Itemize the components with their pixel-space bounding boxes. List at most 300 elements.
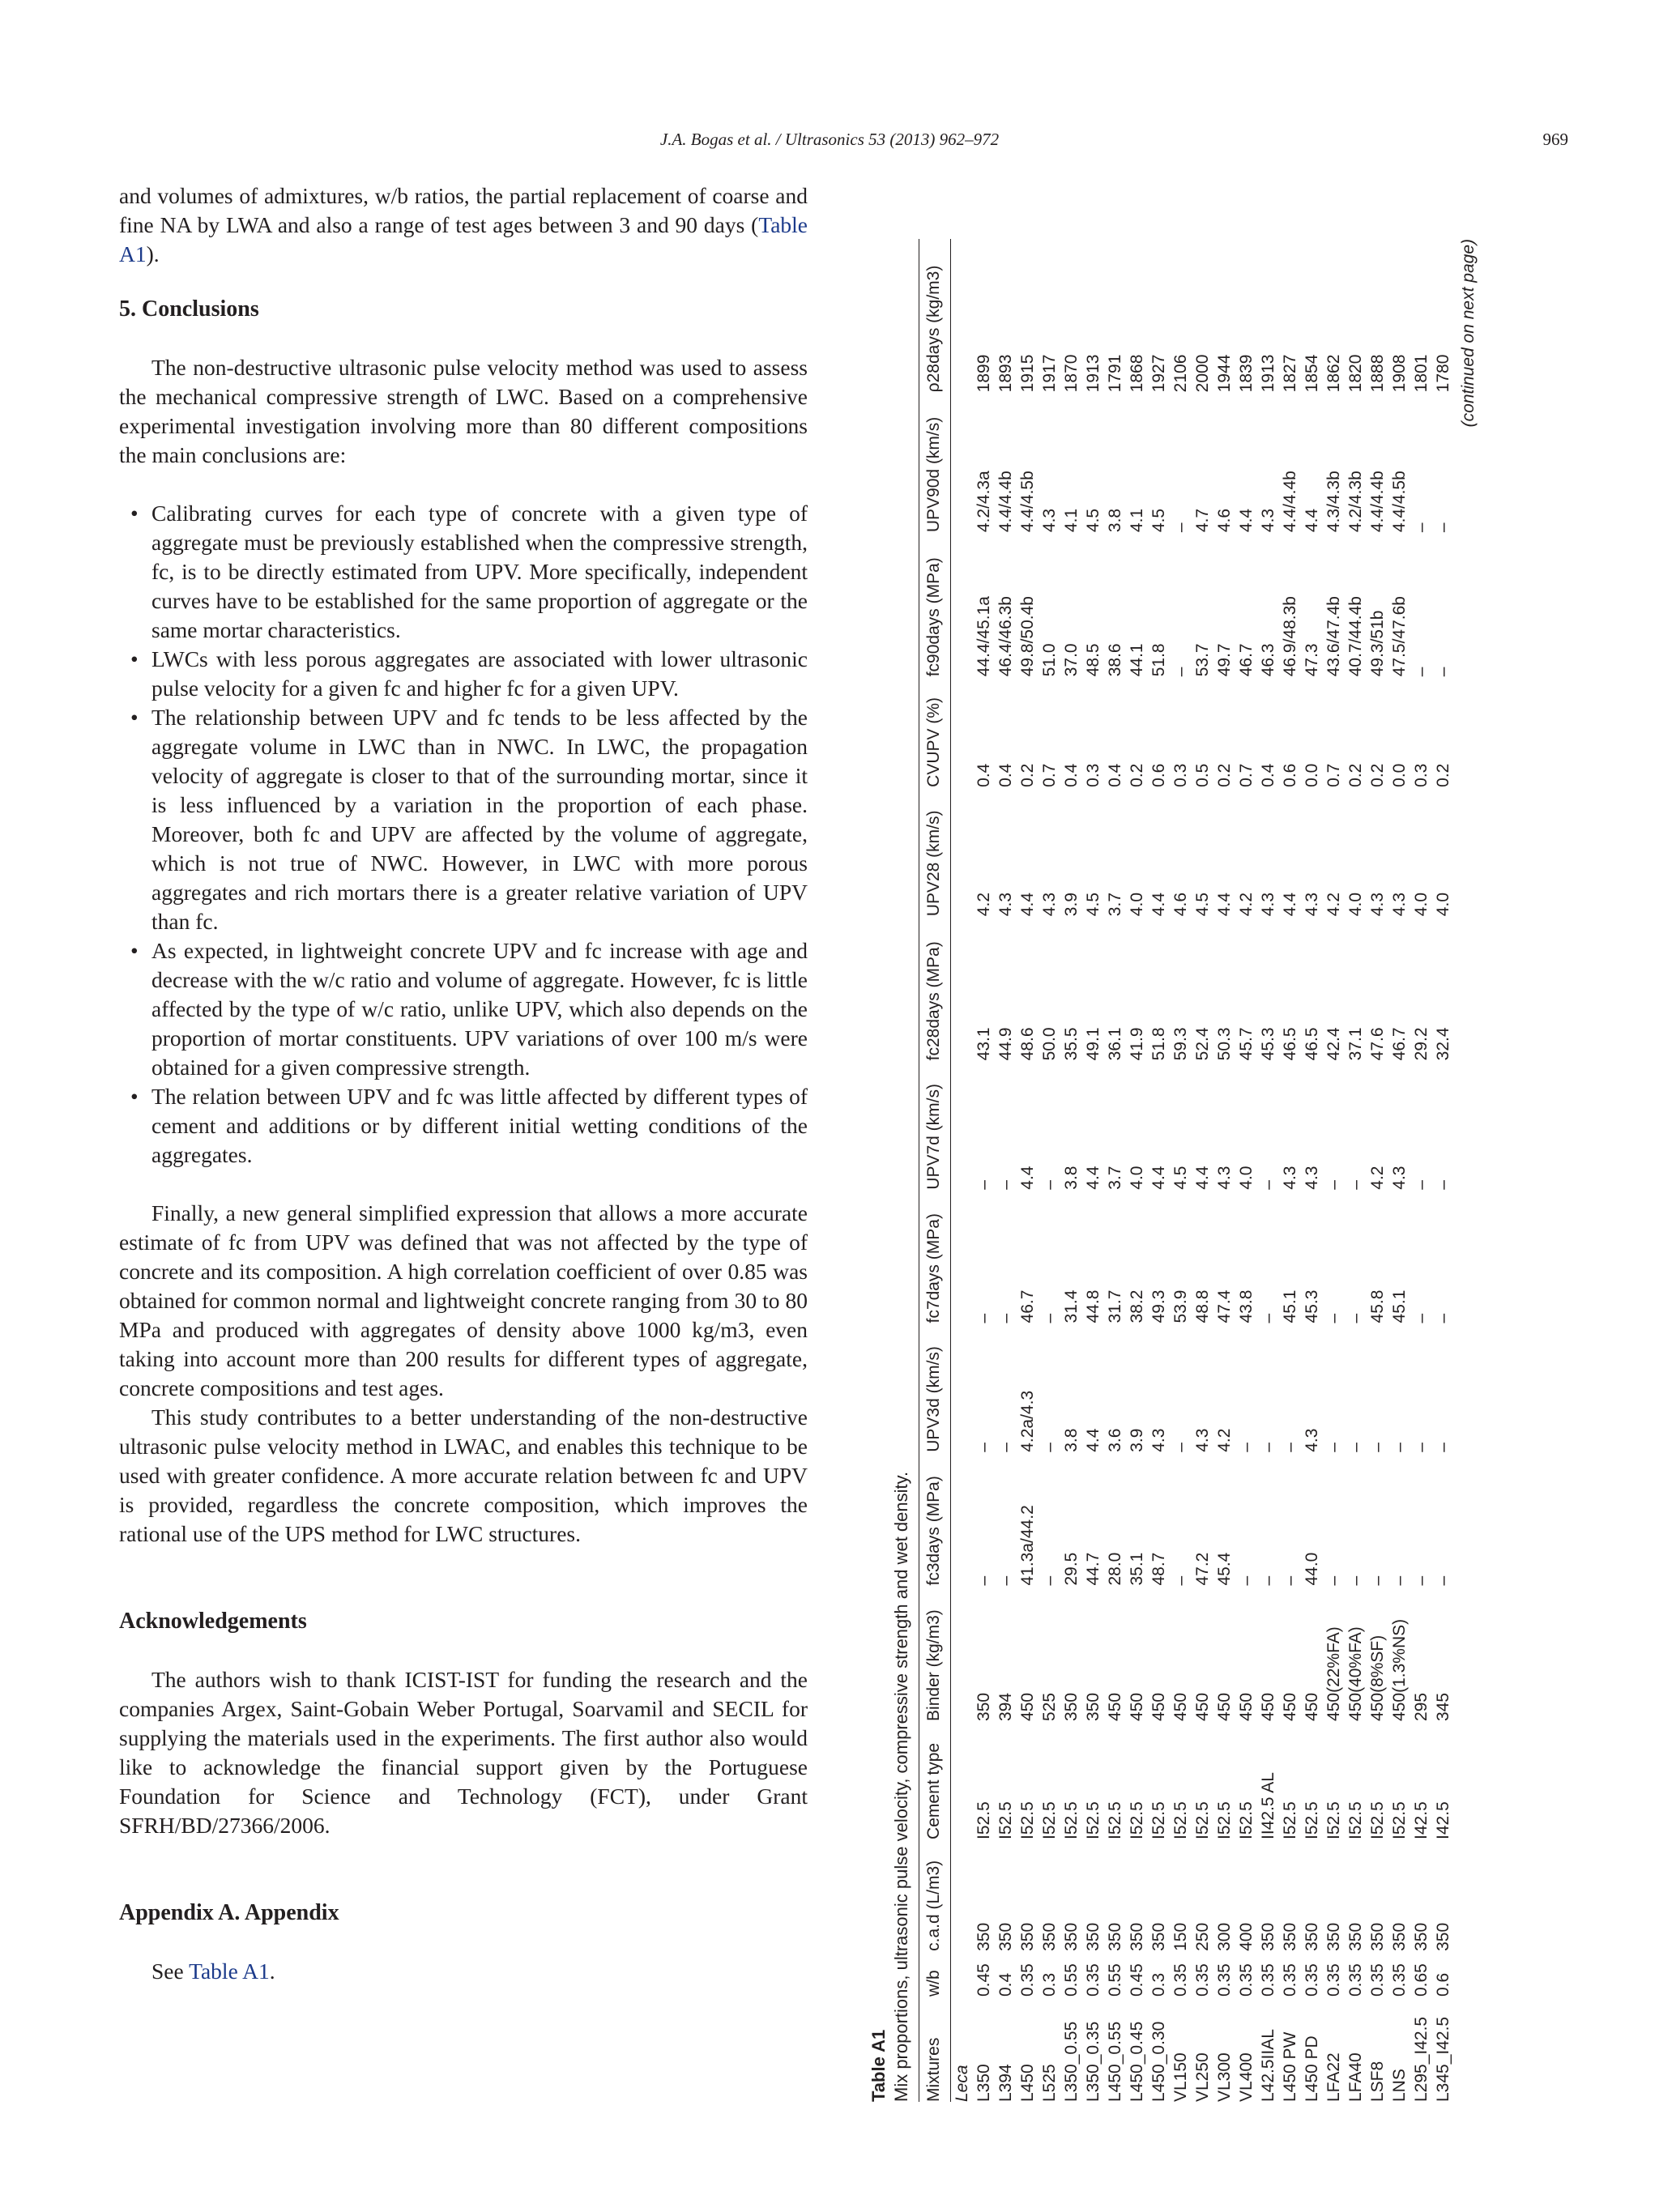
table-cell: 0.2 (1214, 763, 1234, 787)
table-cell: 450 (1017, 1692, 1037, 1721)
table-cell: 1917 (1039, 354, 1059, 393)
table-cell: – (1280, 1575, 1299, 1586)
table-title: Table A1 (868, 2029, 889, 2102)
table-cell: 1827 (1280, 354, 1299, 393)
table-cell: 350 (974, 1692, 993, 1721)
table-cell: – (1258, 1575, 1277, 1586)
table-cell: L450_0.45 (1127, 2021, 1146, 2102)
table-cell: 0.6 (1280, 763, 1299, 787)
col-wb: w/b (919, 1951, 951, 1997)
table-cell: 0.35 (1083, 1963, 1102, 1997)
table-cell: 43.8 (1236, 1289, 1256, 1323)
table-cell: 50.0 (1039, 1027, 1059, 1061)
table-cell: 4.6 (1214, 508, 1234, 533)
table-cell: 29.5 (1061, 1552, 1081, 1586)
appendix-see (119, 1957, 808, 1986)
table-cell: 4.4/4.4b (996, 471, 1015, 533)
table-cell: 4.3 (996, 892, 1015, 917)
table-cell: 47.2 (1192, 1552, 1212, 1586)
table-cell: L450_0.30 (1149, 2021, 1168, 2102)
table-cell: 0.3 (1411, 763, 1431, 787)
table-cell: – (1389, 1575, 1409, 1586)
table-cell: 3.8 (1061, 1428, 1081, 1452)
table-cell: 0.35 (1280, 1963, 1299, 1997)
table-cell: 46.7 (1236, 643, 1256, 677)
table-cell: 4.3 (1389, 1166, 1409, 1190)
table-row (1235, 239, 1257, 2102)
table-cell: 53.9 (1171, 1289, 1190, 1323)
table-cell: 450 (1171, 1692, 1190, 1721)
table-cell: I52.5 (1192, 1801, 1212, 1839)
table-cell: 45.3 (1302, 1289, 1321, 1323)
conclusions-heading: 5. Conclusions (119, 296, 259, 322)
list-item: • As expected, in lightweight concrete UPV and fc increase with age and decrease with the w/c ratio and volume of aggregate. However, fc is little affected by the type of w/c ratio, unlike UPV, which also depends on the proportion of mortar constituents. UPV variations of over 100 m/s were obtained for a given compressive strength. (151, 936, 808, 1082)
table-cell: 4.3 (1302, 1166, 1321, 1190)
table-cell: 47.4 (1214, 1289, 1234, 1323)
table-cell: I52.5 (1083, 1801, 1102, 1839)
conclusions-paragraph-3: This study contributes to a better understanding of the non-destructive ultrasonic pulse velocity method in LWAC, and enables this technique to be used with greater confidence. A more accurate relation between fc and UPV is provided, regardless the concrete composition, which improves the rational use of the UPS method for LWC structures. (119, 1404, 808, 1546)
table-cell: VL250 (1192, 2052, 1212, 2102)
table-cell: 350 (1083, 1922, 1102, 1951)
intro-paragraph (119, 181, 808, 269)
table-cell: 4.4/4.4b (1280, 471, 1299, 533)
table-cell: 350 (1324, 1922, 1343, 1951)
table-cell: 350 (1367, 1922, 1387, 1951)
table-cell: 0.45 (974, 1963, 993, 1997)
table-cell: 525 (1039, 1692, 1059, 1721)
table-a1-link[interactable]: Table A1 (119, 212, 808, 266)
table-cell: 1868 (1127, 354, 1146, 393)
table-cell: 0.55 (1061, 1963, 1081, 1997)
list-item: • Calibrating curves for each type of concrete with a given type of aggregate must be previously established when the compressive strength, fc, is to be directly estimated from UPV. More specifically, independent curves have to be established for the same proportion of aggregate or the same mortar characteristics. (151, 499, 808, 645)
table-row (1367, 239, 1388, 2102)
table-cell: 150 (1171, 1922, 1190, 1951)
table-cell: I52.5 (1324, 1801, 1343, 1839)
table-cell: 3.9 (1127, 1428, 1146, 1452)
acknowledgements-text: The authors wish to thank ICIST-IST for funding the research and the companies Argex, Saint-Gobain Weber Portugal, Soarvamil and SECIL for supplying the materials used in the experiments. The first author also would like to acknowledge the financial support given by the Portuguese Foundation for Science and Technology (FCT), under Grant SFRH/BD/27366/2006. (119, 1667, 808, 1838)
table-cell: 4.5 (1171, 1166, 1190, 1190)
table-cell: LNS (1389, 2069, 1409, 2102)
table-cell: 1801 (1411, 354, 1431, 393)
table-cell: 4.3/4.3b (1324, 471, 1343, 533)
table-row (1345, 239, 1367, 2102)
table-cell: 1839 (1236, 354, 1256, 393)
table-cell: I52.5 (1105, 1801, 1124, 1839)
table-cell: 0.5 (1192, 763, 1212, 787)
conclusions-list (119, 499, 808, 1170)
table-cell: 450(22%FA) (1324, 1626, 1343, 1721)
table-cell: 4.3 (1302, 892, 1321, 917)
table-cell: 32.4 (1433, 1027, 1452, 1061)
table-row (1170, 239, 1192, 2102)
table-cell: L450 PW (1280, 2031, 1299, 2102)
table-cell: 350 (1083, 1692, 1102, 1721)
table-cell: 1908 (1389, 354, 1409, 393)
table-cell: 4.5 (1192, 892, 1212, 917)
table-cell: 46.7 (1017, 1289, 1037, 1323)
table-cell: 45.3 (1258, 1027, 1277, 1061)
table-cell: I52.5 (1280, 1801, 1299, 1839)
table-cell: 46.7 (1389, 1027, 1409, 1061)
table-cell: – (1171, 1443, 1190, 1452)
table-cell: I52.5 (1171, 1801, 1190, 1839)
table-cell: 3.7 (1105, 892, 1124, 917)
table-cell: – (1433, 1180, 1452, 1190)
table-cell: 0.35 (1389, 1963, 1409, 1997)
table-cell: 4.0 (1433, 892, 1452, 917)
col-cv: CVUPV (%) (919, 676, 951, 787)
table-row (973, 239, 995, 2102)
table-cell: 350 (974, 1922, 993, 1951)
table-cell: 4.4 (1236, 508, 1256, 533)
table-cell: 4.4 (1192, 1166, 1212, 1190)
table-cell: 4.4 (1083, 1428, 1102, 1452)
acknowledgements-heading: Acknowledgements (119, 1609, 307, 1634)
table-cell: 46.5 (1302, 1027, 1321, 1061)
table-cell: 36.1 (1105, 1027, 1124, 1061)
col-cement-type: Cement type (919, 1721, 951, 1839)
intro-end: ). (146, 241, 160, 266)
table-cell: – (1433, 522, 1452, 533)
table-cell: 4.4 (1083, 1166, 1102, 1190)
list-item: • The relation between UPV and fc was little affected by different types of cement and additions or by different initial wetting conditions of the aggregates. (151, 1082, 808, 1170)
table-cell: I42.5 (1411, 1801, 1431, 1839)
table-cell: – (1389, 1443, 1409, 1452)
table-cell: – (1324, 1443, 1343, 1452)
table-cell: 4.4/4.5b (1389, 471, 1409, 533)
table-cell: 4.2 (1214, 1428, 1234, 1452)
table-cell: 4.2 (974, 892, 993, 917)
table-cell: 0.35 (1324, 1963, 1343, 1997)
table-cell: 450 (1214, 1692, 1234, 1721)
table-cell: – (1411, 1180, 1431, 1190)
table-cell: L525 (1039, 2064, 1059, 2102)
table-cell: 450(1.3%NS) (1389, 1618, 1409, 1721)
table-cell: 350 (1389, 1922, 1409, 1951)
table-cell: I52.5 (1149, 1801, 1168, 1839)
table-cell: 4.3 (1367, 892, 1387, 917)
table-cell: 49.8/50.4b (1017, 596, 1037, 677)
table-cell: 0.4 (996, 763, 1015, 787)
table-cell: 350 (996, 1922, 1015, 1951)
table-cell: 0.3 (1083, 763, 1102, 787)
table-cell: – (1236, 1443, 1256, 1452)
table-cell: 51.8 (1149, 643, 1168, 677)
table-cell: I52.5 (1367, 1801, 1387, 1839)
table-cell: 4.1 (1061, 508, 1081, 533)
table-cell: 0.7 (1236, 763, 1256, 787)
table-cell: 400 (1236, 1922, 1256, 1951)
table-row (1126, 239, 1148, 2102)
table-cell: 49.3 (1149, 1289, 1168, 1323)
table-cell: 4.2 (1324, 892, 1343, 917)
table-cell: 0.4 (1258, 763, 1277, 787)
table-cell: 47.3 (1302, 643, 1321, 677)
table-cell: 3.8 (1061, 1166, 1081, 1190)
table-cell: 4.3 (1192, 1428, 1212, 1452)
table-cell: 350 (1280, 1922, 1299, 1951)
table-cell: 37.0 (1061, 643, 1081, 677)
table-cell: 48.7 (1149, 1552, 1168, 1586)
table-cell: 0.35 (1171, 1963, 1190, 1997)
table-cell: 1915 (1017, 354, 1037, 393)
table-cell: – (974, 1313, 993, 1323)
table-cell: 46.3 (1258, 643, 1277, 677)
table-cell: 0.3 (1039, 1972, 1059, 1997)
table-cell: L42.5IIAL (1258, 2029, 1277, 2102)
table-cell: 43.6/47.4b (1324, 596, 1343, 677)
intro-text: and volumes of admixtures, w/b ratios, the partial replacement of coarse and fine NA by LWA and also a range of test ages between 3 and 90 days ( (119, 183, 808, 237)
table-cell: 29.2 (1411, 1027, 1431, 1061)
table-cell: 1927 (1149, 354, 1168, 393)
table-cell: 0.4 (1105, 763, 1124, 787)
col-density: ρ28days (kg/m3) (919, 239, 951, 392)
table-cell: 0.35 (1192, 1963, 1212, 1997)
table-cell: 4.4/4.4b (1367, 471, 1387, 533)
table-cell: 41.9 (1127, 1027, 1146, 1061)
table-cell: 47.6 (1367, 1027, 1387, 1061)
table-cell: 51.0 (1039, 643, 1059, 677)
table-cell: – (1411, 1313, 1431, 1323)
table-cell: – (1433, 1443, 1452, 1452)
table-cell: 350 (1433, 1922, 1452, 1951)
table-cell: 38.2 (1127, 1289, 1146, 1323)
table-cell: 4.3 (1149, 1428, 1168, 1452)
table-cell: 4.3 (1258, 508, 1277, 533)
table-cell: LFA22 (1324, 2052, 1343, 2102)
table-cell: – (1171, 1575, 1190, 1586)
table-cell: I42.5 (1433, 1801, 1452, 1839)
table-cell: 350 (1017, 1922, 1037, 1951)
col-fc7: fc7days (MPa) (919, 1190, 951, 1323)
table-a1-link[interactable]: Table A1 (189, 1958, 270, 1984)
table-cell: 1870 (1061, 354, 1081, 393)
table-cell: 38.6 (1105, 643, 1124, 677)
group-row (951, 239, 974, 2102)
table-cell: – (1039, 1180, 1059, 1190)
table-cell: 4.0 (1127, 1166, 1146, 1190)
table-cell: L394 (996, 2064, 1015, 2102)
table-cell: 4.4 (1149, 892, 1168, 917)
table-cell: 350 (1039, 1922, 1059, 1951)
table-cell: 1780 (1433, 354, 1452, 393)
table-cell: – (1367, 1575, 1387, 1586)
table-cell: – (1433, 1313, 1452, 1323)
table-cell: 0.3 (1171, 763, 1190, 787)
table-cell: 450 (1258, 1692, 1277, 1721)
table-cell: L350_0.55 (1061, 2021, 1081, 2102)
table-cell: – (1324, 1180, 1343, 1190)
table-cell: – (1411, 522, 1431, 533)
table-cell: 49.7 (1214, 643, 1234, 677)
table-cell: 2000 (1192, 354, 1212, 393)
table-cell: I52.5 (974, 1801, 993, 1839)
table-row (1323, 239, 1345, 2102)
table-cell: 4.0 (1127, 892, 1146, 917)
table-cell: I52.5 (1389, 1801, 1409, 1839)
table-cell: – (1367, 1443, 1387, 1452)
col-fc90: fc90days (MPa) (919, 532, 951, 676)
table-cell: I52.5 (1346, 1801, 1365, 1839)
table-cell: L450_0.55 (1105, 2021, 1124, 2102)
table-cell: – (974, 1180, 993, 1190)
table-cell: VL150 (1171, 2052, 1190, 2102)
col-fc28: fc28days (MPa) (919, 916, 951, 1060)
table-row (1192, 239, 1213, 2102)
col-upv7: UPV7d (km/s) (919, 1060, 951, 1189)
table-cell: 350 (1258, 1922, 1277, 1951)
table-cell: 0.35 (1017, 1963, 1037, 1997)
table-cell: 50.3 (1214, 1027, 1234, 1061)
col-upv28: UPV28 (km/s) (919, 787, 951, 916)
table-cell: 0.55 (1105, 1963, 1124, 1997)
list-item: • LWCs with less porous aggregates are associated with lower ultrasonic pulse velocity for a given fc and higher fc for a given UPV. (151, 645, 808, 703)
table-cell: – (1346, 1180, 1365, 1190)
table-cell: 0.4 (996, 1972, 1015, 1997)
table-cell: – (1324, 1575, 1343, 1586)
table-cell: 4.5 (1083, 892, 1102, 917)
table-cell: 4.3 (1039, 508, 1059, 533)
table-cell: 42.4 (1324, 1027, 1343, 1061)
appendix-heading: Appendix A. Appendix (119, 1900, 339, 1925)
table-cell: I52.5 (1302, 1801, 1321, 1839)
table-cell: – (996, 1443, 1015, 1452)
table-cell: – (1324, 1313, 1343, 1323)
table-cell: – (1346, 1575, 1365, 1586)
table-cell: 52.4 (1192, 1027, 1212, 1061)
table-cell: 3.8 (1105, 508, 1124, 533)
table-cell: 4.3 (1258, 892, 1277, 917)
table-cell: 0.35 (1258, 1963, 1277, 1997)
table-cell: 31.4 (1061, 1289, 1081, 1323)
table-cell: 350 (1346, 1922, 1365, 1951)
table-cell: 37.1 (1346, 1027, 1365, 1061)
table-cell: 46.5 (1280, 1027, 1299, 1061)
table-cell: II42.5 AL (1258, 1772, 1277, 1839)
table-cell: – (996, 1575, 1015, 1586)
table-cell: 4.2/4.3a (974, 471, 993, 533)
table-row (1060, 239, 1082, 2102)
table-cell: 1854 (1302, 354, 1321, 393)
table-cell: – (1411, 1575, 1431, 1586)
table-cell: 0.6 (1149, 763, 1168, 787)
table-caption: Mix proportions, ultrasonic pulse velocity, compressive strength and wet density. (891, 1471, 911, 2102)
table-cell: – (1258, 1313, 1277, 1323)
table-cell: LFA40 (1346, 2052, 1365, 2102)
table-cell: – (1258, 1443, 1277, 1452)
table-cell: 4.4 (1017, 892, 1037, 917)
table-cell: 0.2 (1433, 763, 1452, 787)
table-cell: – (996, 1180, 1015, 1190)
table-cell: 0.0 (1389, 763, 1409, 787)
table-cell: 0.6 (1433, 1972, 1452, 1997)
table-cell: 345 (1433, 1692, 1452, 1721)
table-cell: 35.1 (1127, 1552, 1146, 1586)
table-cell: I52.5 (1061, 1801, 1081, 1839)
table-cell: 0.0 (1302, 763, 1321, 787)
table-cell: 44.9 (996, 1027, 1015, 1061)
table-cell: 0.2 (1017, 763, 1037, 787)
table-row (1388, 239, 1410, 2102)
table-cell: 0.35 (1214, 1963, 1234, 1997)
table-cell: 0.65 (1411, 1963, 1431, 1997)
table-header-row (919, 239, 951, 2102)
table-cell: 31.7 (1105, 1289, 1124, 1323)
table-cell: 45.1 (1389, 1289, 1409, 1323)
table-row (995, 239, 1017, 2102)
appendix-see-text: See (151, 1958, 190, 1984)
table-cell: 43.1 (974, 1027, 993, 1061)
table-cell: 4.6 (1171, 892, 1190, 917)
table-cell: 53.7 (1192, 643, 1212, 677)
page-number: 969 (1542, 130, 1568, 149)
table-cell: 4.2a/4.3 (1017, 1390, 1037, 1452)
table-cell: 4.5 (1149, 508, 1168, 533)
table-cell: 46.4/46.3b (996, 596, 1015, 677)
table-cell: 59.3 (1171, 1027, 1190, 1061)
table-cell: 0.4 (1061, 763, 1081, 787)
table-cell: 1791 (1105, 354, 1124, 393)
table-cell: 450(40%FA) (1346, 1626, 1365, 1721)
table-cell: L345_I42.5 (1433, 2016, 1452, 2102)
table-cell: 350 (1411, 1922, 1431, 1951)
table-cell: 4.4 (1017, 1166, 1037, 1190)
table-cell: 350 (1149, 1922, 1168, 1951)
table-cell: I52.5 (1039, 1801, 1059, 1839)
table-cell: 45.7 (1236, 1027, 1256, 1061)
table-cell: 250 (1192, 1922, 1212, 1951)
table-body (951, 239, 1455, 2102)
col-binder: Binder (kg/m3) (919, 1586, 951, 1721)
table-cell: 44.8 (1083, 1289, 1102, 1323)
col-fc3: fc3days (MPa) (919, 1452, 951, 1586)
table-cell: LSF8 (1367, 2061, 1387, 2102)
table-cell: I52.5 (1214, 1801, 1234, 1839)
table-cell: 394 (996, 1692, 1015, 1721)
table-row (1038, 239, 1060, 2102)
table-cell: – (1280, 1443, 1299, 1452)
table-cell: – (974, 1575, 993, 1586)
table-cell: 49.1 (1083, 1027, 1102, 1061)
table-cell: 40.7/44.4b (1346, 596, 1365, 677)
table-cell: – (1171, 522, 1190, 533)
page-header (0, 130, 1659, 154)
table-cell: 450 (1127, 1692, 1146, 1721)
table-cell: – (1346, 1443, 1365, 1452)
table-cell: 1944 (1214, 354, 1234, 393)
table-cell: – (1346, 1313, 1365, 1323)
table-cell: 450 (1236, 1692, 1256, 1721)
table-row (1410, 239, 1432, 2102)
table-cell: 1893 (996, 354, 1015, 393)
table-cell: 0.2 (1127, 763, 1146, 787)
table-cell: – (1258, 1180, 1277, 1190)
table-cell: 4.4 (1214, 892, 1234, 917)
table-cell: 0.2 (1346, 763, 1365, 787)
table-cell: 300 (1214, 1922, 1234, 1951)
table-cell: 4.3 (1280, 1166, 1299, 1190)
table-row (1257, 239, 1279, 2102)
table-cell: 0.7 (1039, 763, 1059, 787)
table-cell: 1913 (1083, 354, 1102, 393)
table-cell: 35.5 (1061, 1027, 1081, 1061)
table-cell: 44.1 (1127, 643, 1146, 677)
table-cell: 2106 (1171, 354, 1190, 393)
table-cell: 3.7 (1105, 1166, 1124, 1190)
mix-table (919, 239, 1454, 2102)
table-cell: – (1039, 1575, 1059, 1586)
table-cell: 0.35 (1236, 1963, 1256, 1997)
